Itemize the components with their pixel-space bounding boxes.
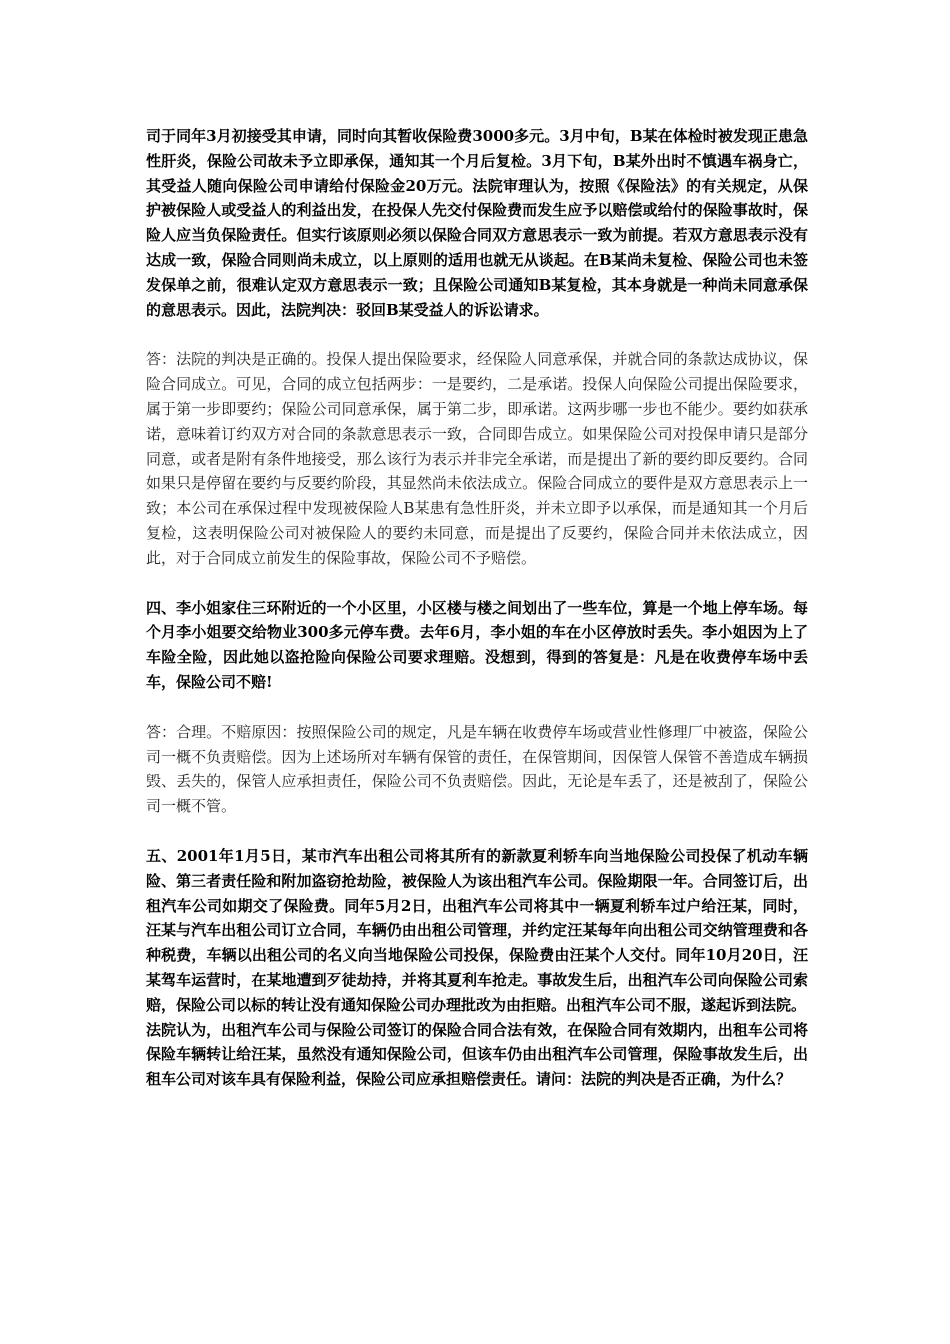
paragraph-spacer (146, 695, 808, 720)
answer-paragraph-4: 答：合理。不赔原因：按照保险公司的规定，凡是车辆在收费停车场或营业性修理厂中被盗，保险公司一概不负责赔偿。因为上述场所对车辆有保管的责任，在保管期间，因保管人保管不善造成车辆损毁、丢失的，保管人应承担责任，保险公司不负责赔偿。因此，无论是车丢了，还是被刮了，保险公司一概不管。 (146, 722, 808, 816)
question-5-paragraph: 五、2001年1月5日，某市汽车出租公司将其所有的新款夏利轿车向当地保险公司投保了机动车辆险、第三者责任险和附加盗窃抢劫险，被保险人为该出租汽车公司。保险期限一年。合同签订后，出租汽车公司如期交了保险费。同年5月2日，出租汽车公司将其中一辆夏利轿车过户给汪某，同时，汪某与汽车出租公司订立合同，车辆仍由出租公司管理，并约定汪某每年向出租公司交纳管理费和各种税费，车辆以出租公司的名义向当地保险公司投保，保险费由汪某个人交付。同年10月20日，汪某驾车运营时，在某地遭到歹徒劫持，并将其夏利车抢走。事故发生后，出租汽车公司向保险公司索赔，保险公司以标的转让没有通知保险公司办理批改为由拒赔。出租汽车公司不服，遂起诉到法院。 (146, 846, 808, 1014)
paragraph-spacer (146, 322, 808, 347)
question-4-paragraph: 四、李小姐家住三环附近的一个小区里，小区楼与楼之间划出了一些车位，算是一个地上停车场。每个月李小姐要交给物业300多元停车费。去年6月，李小姐的车在小区停放时丢失。李小姐因为上了车险全险，因此她以盗抢险向保险公司要求理赔。没想到，得到的答复是：凡是在收费停车场中丢车，保险公司不赔! (146, 598, 808, 691)
paragraph-spacer (146, 819, 808, 844)
question-5-court-opinion: 法院认为，出租汽车公司与保险公司签订的保险合同合法有效，在保险合同有效期内，出租车公司将保险车辆转让给汪某，虽然没有通知保险公司，但该车仍由出租汽车公司管理，保险事故发生后，出租车公司对该车具有保险利益，保险公司应承担赔偿责任。请问：法院的判决是否正确，为什么？ (146, 1020, 808, 1089)
document-page (146, 124, 808, 1092)
answer-paragraph-3: 答：法院的判决是正确的。投保人提出保险要求，经保险人同意承保，并就合同的条款达成协议，保险合同成立。可见，合同的成立包括两步：一是要约，二是承诺。投保人向保险公司提出保险要求，属于第一步即要约；保险公司同意承保，属于第二步，即承诺。这两步哪一步也不能少。要约如获承诺，意味着订约双方对合同的条款意思表示一致，合同即告成立。如果保险公司对投保申请只是部分同意，或者是附有条件地接受，那么该行为表示并非完全承诺，而是提出了新的要约即反要约。合同如果只是停留在要约与反要约阶段，其显然尚未依法成立。保险合同成立的要件是双方意思表示上一致；本公司在承保过程中发现被保险人B某患有急性肝炎，并未立即予以承保，而是通知其一个月后复检，这表明保险公司对被保险人的要约未同意，而是提出了反要约，保险合同并未依法成立，因此，对于合同成立前发生的保险事故，保险公司不予赔偿。 (146, 350, 808, 567)
case-continuation-paragraph: 司于同年3月初接受其申请，同时向其暂收保险费3000多元。3月中旬，B某在体检时被发现正患急性肝炎，保险公司故未予立即承保，通知其一个月后复检。3月下旬，B某外出时不慎遇车祸身亡，其受益人随向保险公司申请给付保险金20万元。法院审理认为，按照《保险法》的有关规定，从保护被保险人或受益人的利益出发，在投保人先交付保险费而发生应予以赔偿或给付的保险事故时，保险人应当负保险责任。但实行该原则必须以保险合同双方意思表示一致为前提。若双方意思表示没有达成一致，保险合同则尚未成立，以上原则的适用也就无从谈起。在B某尚未复检、保险公司也未签发保单之前，很难认定双方意思表示一致；且保险公司通知B某复检，其本身就是一种尚未同意承保的意思表示。因此，法院判决：驳回B某受益人的诉讼请求。 (146, 127, 808, 319)
paragraph-spacer (146, 571, 808, 596)
